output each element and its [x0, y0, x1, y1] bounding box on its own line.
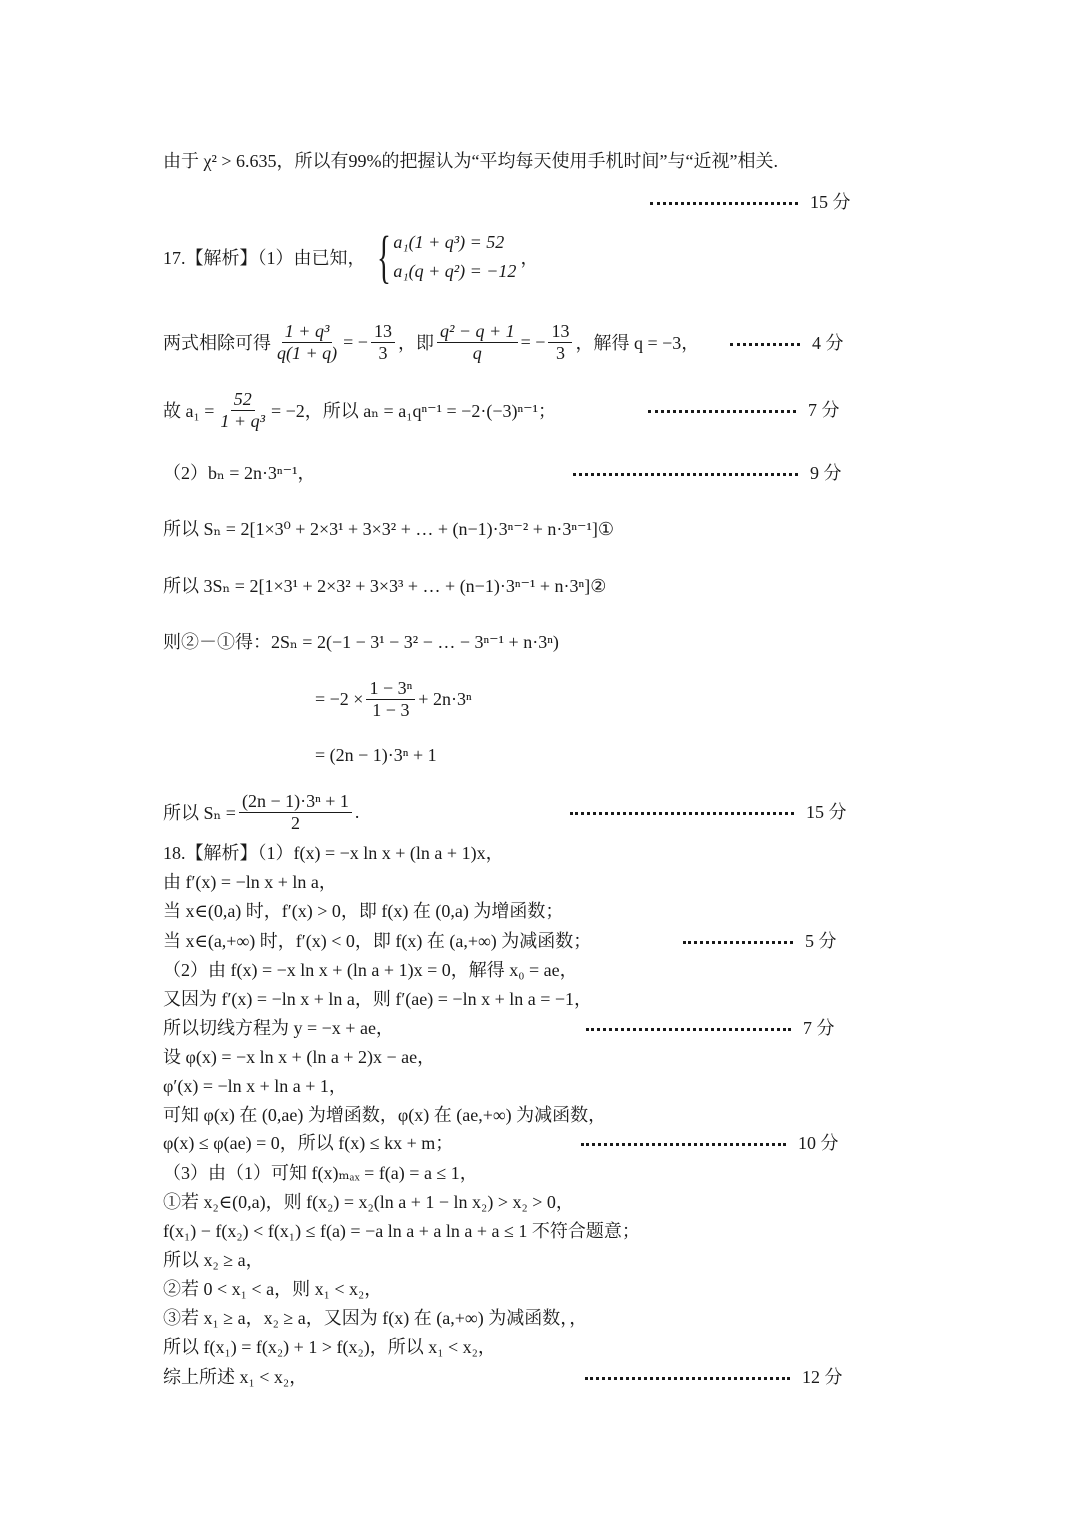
q17-3sn-line: [163, 570, 606, 600]
text: 故 a₁ =: [163, 401, 215, 421]
score-marker: [648, 394, 840, 424]
text: ②若 0 < x₁ < a，则 x₁ < x₂，: [163, 1279, 383, 1299]
text: ，解得 q = −3，: [575, 333, 700, 353]
denominator: q(1 + q): [277, 342, 338, 363]
q16-conclusion-text: 由于 χ² > 6.635，所以有99%的把握认为“平均每天使用手机时间”与“近视”相关.: [163, 151, 778, 171]
leader-dots: [570, 812, 794, 815]
q18-line: [163, 1041, 435, 1071]
text: = −: [520, 331, 546, 352]
q18-line: [163, 925, 591, 955]
leader-dots: [648, 410, 796, 413]
system-equation-2: a₁(q + q²) = −12: [393, 261, 517, 281]
q18-line: [163, 1361, 307, 1391]
numerator: q² − q + 1: [437, 321, 518, 343]
fraction: [548, 321, 572, 363]
text: .: [354, 801, 360, 822]
q18-line: [163, 1215, 640, 1245]
score-marker: [585, 1361, 843, 1391]
text: φ(x) ≤ φ(ae) = 0，所以 f(x) ≤ kx + m；: [163, 1133, 454, 1153]
score-marker: [586, 1012, 835, 1042]
text: = −2，所以 aₙ = a₁qⁿ⁻¹ = −2·(−3)ⁿ⁻¹；: [270, 401, 557, 421]
text: 当 x∈(a,+∞) 时，f′(x) < 0，即 f(x) 在 (a,+∞) 为减函数；: [163, 931, 592, 951]
system-equation-1: a₁(1 + q³) = 52: [393, 232, 505, 252]
text: = −2 ×: [315, 688, 364, 709]
score-label: 10 分: [798, 1133, 839, 1153]
denominator: 3: [555, 342, 565, 363]
text: （2）bₙ = 2n·3ⁿ⁻¹，: [163, 463, 316, 483]
left-brace: {: [376, 224, 391, 289]
fraction: [217, 389, 268, 431]
q18-line: [163, 1127, 453, 1157]
score-label: 15 分: [810, 192, 851, 212]
numerator: 1 + q³: [282, 321, 333, 343]
fraction: [437, 321, 518, 363]
text: 设 φ(x) = −x ln x + (ln a + 2)x − ae，: [163, 1047, 436, 1067]
numerator: 52: [231, 389, 255, 411]
text: ，即: [397, 333, 434, 353]
q17-bn-line: [163, 457, 316, 487]
text: ①若 x₂∈(0,a)，则 f(x₂) = x₂(ln a + 1 − ln x₂) > x₂ > 0，: [163, 1192, 574, 1212]
leader-dots: [730, 343, 800, 346]
q17-a1-line: [163, 382, 556, 438]
text: = (2n − 1)·3ⁿ + 1: [315, 744, 437, 765]
score-label: 7 分: [808, 400, 840, 420]
q18-line: [163, 983, 592, 1013]
score-marker: [650, 186, 851, 216]
numerator: (2n − 1)·3ⁿ + 1: [239, 791, 352, 813]
text: （3）由（1）可知 f(x)ₘₐₓ = f(a) = a ≤ 1，: [163, 1163, 478, 1183]
text: 所以 Sₙ = 2[1×3⁰ + 2×3¹ + 3×3² + … + (n−1)·3ⁿ⁻² + n·3ⁿ⁻¹]①: [163, 519, 615, 539]
leader-dots: [573, 473, 798, 476]
q17-heading: 17.【解析】（1）由已知，: [163, 248, 366, 268]
q18-line: [163, 1012, 394, 1042]
text: 则②－①得：2Sₙ = 2(−1 − 3¹ − 3² − … − 3ⁿ⁻¹ + n·3ⁿ): [163, 632, 559, 652]
fraction: [274, 321, 340, 363]
text: ③若 x₁ ≥ a，x₂ ≥ a，又因为 f(x) 在 (a,+∞) 为减函数，，: [163, 1308, 588, 1328]
text: 又因为 f′(x) = −ln x + ln a，则 f′(ae) = −ln x + ln a = −1，: [163, 989, 593, 1009]
q18-line: [163, 1302, 587, 1332]
leader-dots: [683, 941, 793, 944]
denominator: 2: [290, 812, 300, 833]
score-marker: [570, 796, 847, 826]
q17-intro-line: [163, 222, 538, 292]
numerator: 1 − 3ⁿ: [366, 678, 415, 700]
text: 所以切线方程为 y = −x + ae，: [163, 1018, 394, 1038]
denominator: 1 − 3: [372, 699, 410, 720]
text: 所以 x₂ ≥ a，: [163, 1250, 264, 1270]
text: 综上所述 x₁ < x₂，: [163, 1367, 308, 1387]
text: 所以 Sₙ =: [163, 803, 236, 823]
score-marker: [573, 457, 842, 487]
text: 所以 f(x₁) = f(x₂) + 1 > f(x₂)，所以 x₁ < x₂，: [163, 1337, 496, 1357]
numerator: 13: [371, 321, 395, 343]
fraction: [239, 791, 352, 833]
denominator: q: [472, 342, 482, 363]
q18-line: [163, 954, 578, 984]
punctuation: ，: [520, 248, 539, 268]
text: f(x₁) − f(x₂) < f(x₁) ≤ f(a) = −a ln a + a ln a + a ≤ 1 不符合题意；: [163, 1221, 640, 1241]
q18-line: [163, 866, 337, 896]
q16-conclusion: [163, 145, 778, 175]
q17-division-line: [163, 314, 699, 370]
q18-line: [163, 1244, 264, 1274]
q17-sum-step: [315, 671, 472, 727]
text: 两式相除可得: [163, 333, 271, 353]
score-marker: [683, 925, 837, 955]
q17-result-line: [163, 784, 359, 840]
q17-subtract-line: [163, 626, 559, 656]
score-label: 15 分: [806, 802, 847, 822]
q18-line: [163, 1273, 382, 1303]
q18-line: [163, 1157, 478, 1187]
q18-line: [163, 1186, 574, 1216]
text: 由 f′(x) = −ln x + ln a，: [163, 872, 337, 892]
q18-line: [163, 1099, 606, 1129]
fraction: [366, 678, 415, 720]
equation-system: [370, 224, 517, 289]
q17-sn-line: [163, 513, 614, 543]
score-marker: [730, 327, 844, 357]
text: 当 x∈(0,a) 时，f′(x) > 0，即 f(x) 在 (0,a) 为增函数；: [163, 901, 564, 921]
denominator: 3: [378, 342, 388, 363]
score-label: 9 分: [810, 463, 842, 483]
score-label: 12 分: [802, 1367, 843, 1387]
text: 可知 φ(x) 在 (0,ae) 为增函数，φ(x) 在 (ae,+∞) 为减函数，: [163, 1105, 607, 1125]
q18-line: [163, 1331, 496, 1361]
leader-dots: [585, 1377, 790, 1380]
fraction: [371, 321, 395, 363]
text: φ′(x) = −ln x + ln a + 1，: [163, 1076, 347, 1096]
leader-dots: [586, 1028, 791, 1031]
score-label: 4 分: [812, 333, 844, 353]
text: + 2n·3ⁿ: [418, 688, 472, 709]
leader-dots: [650, 202, 798, 205]
text: = −: [343, 331, 368, 352]
text: （2）由 f(x) = −x ln x + (ln a + 1)x = 0，解得 x₀ = ae，: [163, 960, 578, 980]
q18-line: [163, 895, 563, 925]
q17-simplified-step: [315, 740, 437, 770]
denominator: 1 + q³: [220, 410, 265, 431]
numerator: 13: [548, 321, 572, 343]
leader-dots: [581, 1143, 786, 1146]
score-label: 7 分: [803, 1018, 835, 1038]
text: 18.【解析】（1）f(x) = −x ln x + (ln a + 1)x，: [163, 843, 504, 863]
score-marker: [581, 1127, 839, 1157]
q18-line: [163, 837, 504, 867]
score-label: 5 分: [805, 931, 837, 951]
q18-line: [163, 1070, 347, 1100]
text: 所以 3Sₙ = 2[1×3¹ + 2×3² + 3×3³ + … + (n−1)·3ⁿ⁻¹ + n·3ⁿ]②: [163, 576, 607, 596]
